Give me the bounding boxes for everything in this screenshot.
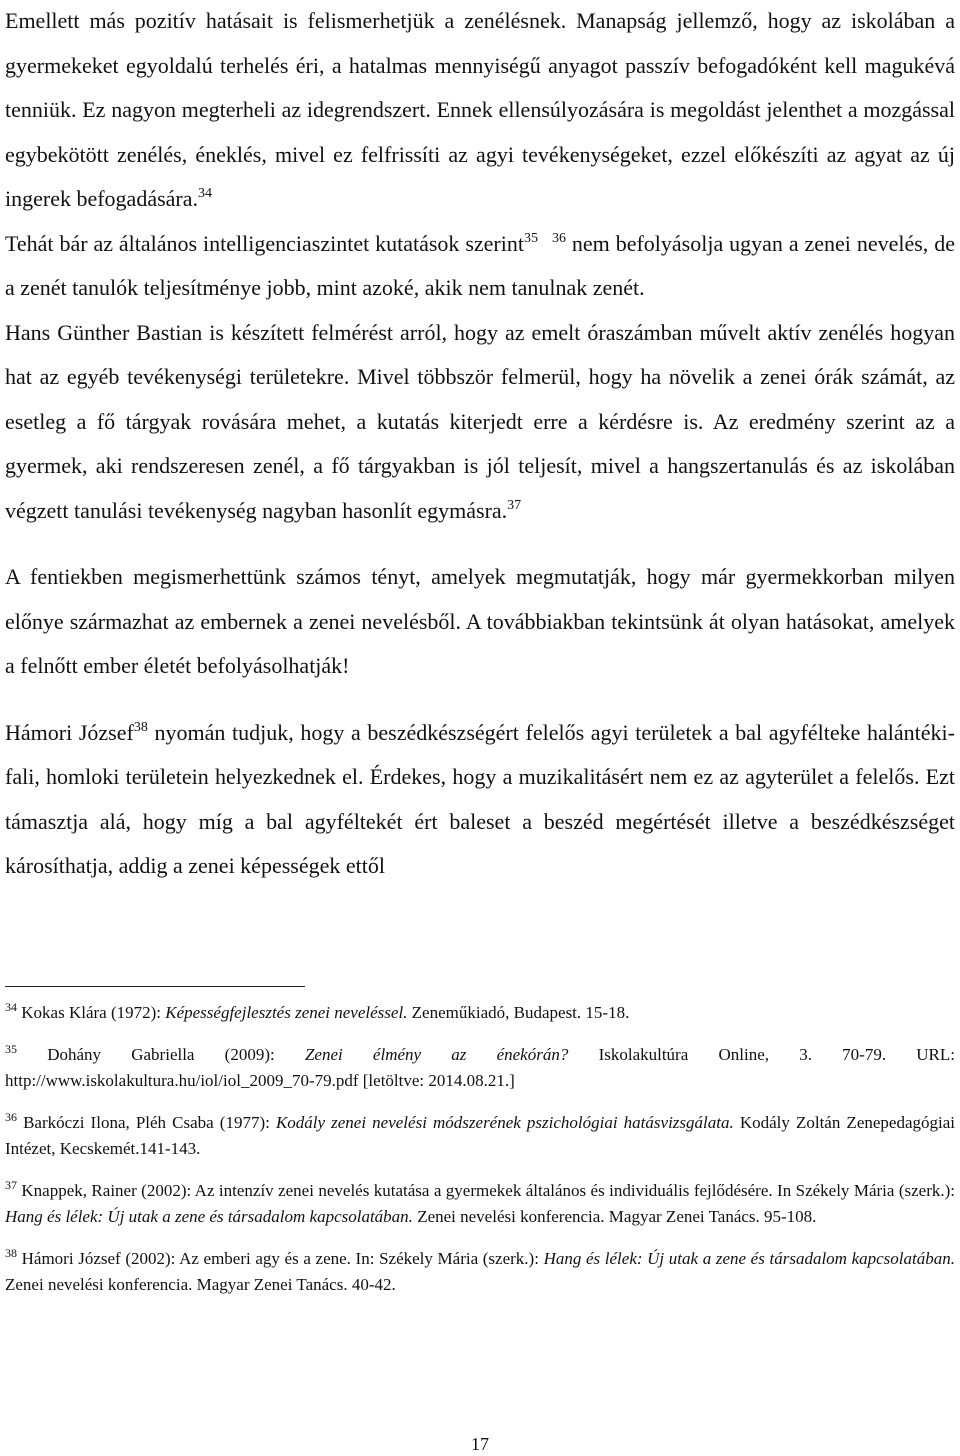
footnote-text: Barkóczi Ilona, Pléh Csaba (1977): [17,1113,276,1132]
footnote-38 [5,1246,955,1298]
footnote-text: Hámori József (2002): Az emberi agy és a zene. In: Székely Mária (szerk.): [17,1249,544,1268]
document-body [5,0,955,889]
footnote-ref-34[interactable]: 34 [198,186,213,201]
footnote-number: 34 [5,1000,17,1014]
footnote-number: 35 [5,1042,17,1056]
footnote-number: 36 [5,1110,17,1124]
page-number: 17 [471,1434,489,1454]
footnote-text: Dohány Gabriella (2009): [17,1045,305,1064]
paragraph-summary [5,555,955,689]
footnote-ref-38[interactable]: 38 [133,719,148,735]
paragraph-bastian [5,311,955,534]
footnote-text: Knappek, Rainer (2002): Az intenzív zenei nevelés kutatása a gyermekek általános és individuális fejlődésére. In Székely Mária (szerk.): [17,1181,955,1200]
footnote-title: Hang és lélek: Új utak a zene és társadalom kapcsolatában. [5,1207,413,1226]
paragraph-text: A fentiekben megismerhettünk számos tényt, amelyek megmutatják, hogy már gyermekkorban milyen előnye származhat az embernek a zenei nevelésből. A továbbiakban tekintsünk át olyan hatásokat, amelyek a felnőtt ember életét befolyásolhatják! [5,564,955,678]
paragraph-text: Hámori József [5,719,134,745]
footnote-text: Zenei nevelési konferencia. Magyar Zenei Tanács. 40-42. [5,1275,396,1294]
footnote-text: Zeneműkiadó, Budapest. 15-18. [407,1003,630,1022]
footnote-title: Kodály zenei nevelési módszerének pszichológiai hatásvizsgálata. [275,1113,734,1132]
footnote-text: Iskolakultúra Online, 3. 70-79. URL: http://www.iskolakultura.hu/iol/iol_2009_70-79.pdf [letöltve: 2014.08.21.] [5,1045,955,1090]
footnote-ref-36[interactable]: 36 [551,230,566,246]
paragraph-music-benefits [5,0,955,222]
paragraph-text: Emellett más pozitív hatásait is felismerhetjük a zenélésnek. Manapság jellemző, hogy az iskolában a gyermekeket egyoldalú terhelés éri, a hatalmas mennyiségű anyagot passzív befogadóként kell magukévá tenniük. Ez nagyon megterheli az idegrendszert. Ennek ellensúlyozására is megoldást jelenthet a mozgással egybekötött zenélés, éneklés, mivel ez felfrissíti az agyi tevékenységeket, ezzel előkészíti az agyat az új ingerek befogadására. [5,8,955,211]
footnote-text: Zenei nevelési konferencia. Magyar Zenei Tanács. 95-108. [412,1207,817,1226]
footnote-35 [5,1042,955,1094]
paragraph-text: nyomán tudjuk, hogy a beszédkészségért felelős agyi területek a bal agyfélteke halántéki-fali, homloki területein helyezkednek el. Érdekes, hogy a muzikalitásért nem ez az agyterület a felelős. Ezt támasztja alá, hogy míg a bal agyféltekét ért baleset a beszéd megértését illetve a beszédkészséget károsíthatja, addig a zenei képességek ettől [5,719,955,878]
footnote-number: 37 [5,1178,17,1192]
footnote-34 [5,1000,955,1026]
paragraph-hamori [5,711,955,889]
footnote-text: Kokas Klára (1972): [17,1003,166,1022]
footnote-title: Képességfejlesztés zenei neveléssel. [165,1003,408,1022]
footnote-title: Hang és lélek: Új utak a zene és társadalom kapcsolatában. [543,1249,955,1268]
footnote-ref-35[interactable]: 35 [523,230,538,246]
footnote-ref-37[interactable]: 37 [507,497,522,513]
footnote-title: Zenei élmény az énekórán? [304,1045,569,1064]
footnote-separator [5,986,305,987]
paragraph-intelligence [5,222,955,311]
footnote-37 [5,1178,955,1230]
paragraph-text: Tehát bár az általános intelligenciaszintet kutatások szerint [5,230,524,256]
paragraph-text: Hans Günther Bastian is készített felmérést arról, hogy az emelt óraszámban művelt aktív zenélés hogyan hat az egyéb tevékenységi területekre. Mivel többször felmerül, hogy ha növelik a zenei órák számát, az esetleg a fő tárgyak rovására mehet, a kutatás kiterjedt erre a kérdésre is. Az eredmény szerint az a gyermek, aki rendszeresen zenél, a fő tárgyakban is jól teljesít, mivel a hangszertanulás és az iskolában végzett tanulási tevékenység nagyban hasonlít egymásra. [5,319,955,523]
footnote-number: 38 [5,1246,17,1260]
footnote-36 [5,1110,955,1162]
paragraph-text: nem befolyásolja ugyan a zenei nevelés, de a zenét tanulók teljesítménye jobb, mint azoké, akik nem tanulnak zenét. [5,230,955,300]
footnote-text: Kodály Zoltán Zenepedagógiai Intézet, Kecskemét.141-143. [5,1113,955,1158]
footnotes-section [5,1000,955,1314]
